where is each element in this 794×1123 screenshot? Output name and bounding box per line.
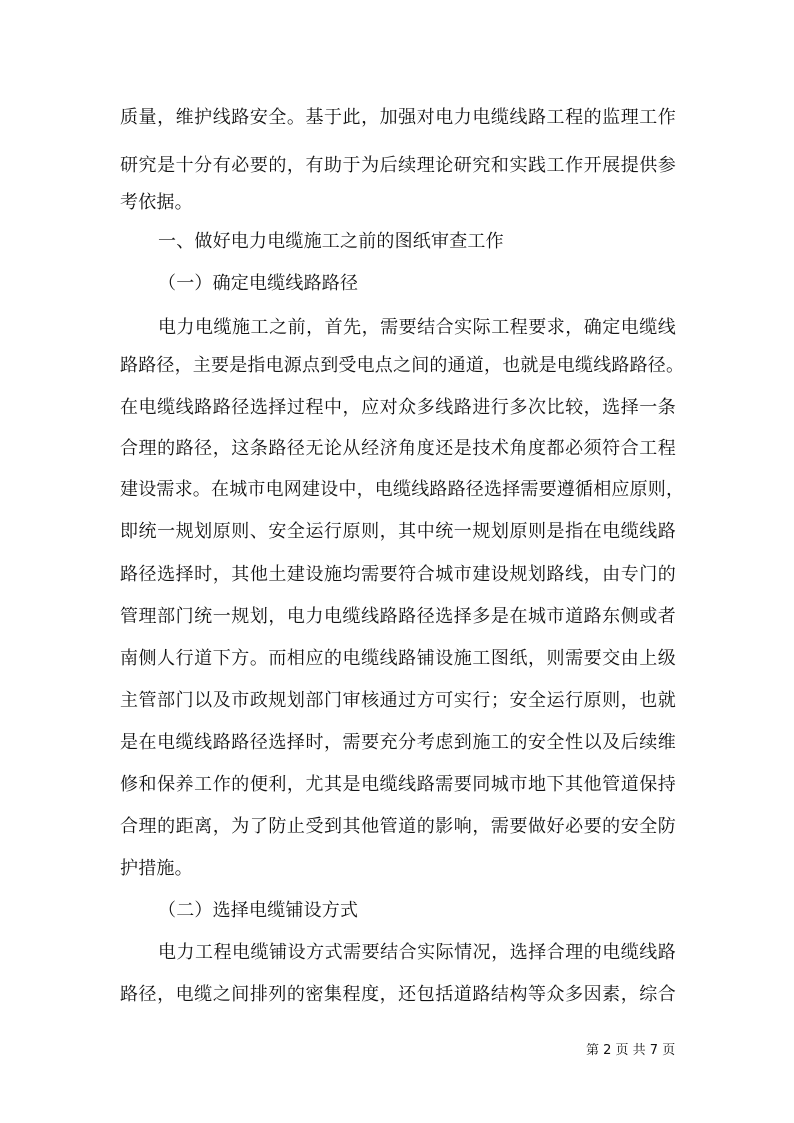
- body-text-line: 在电缆线路路径选择过程中，应对众多线路进行多次比较，选择一条: [120, 397, 676, 418]
- body-text-line: 合理的距离，为了防止受到其他管道的影响，需要做好必要的安全防: [120, 816, 676, 837]
- body-text-line: 护措施。: [120, 858, 193, 879]
- body-text-line: 修和保养工作的便利，尤其是电缆线路需要同城市地下其他管道保持: [120, 774, 676, 795]
- body-text-line: 南侧人行道下方。而相应的电缆线路铺设施工图纸，则需要交由上级: [120, 648, 676, 669]
- subsection-heading: （一）确定电缆线路路径: [158, 273, 359, 294]
- section-heading: 一、做好电力电缆施工之前的图纸审查工作: [158, 231, 504, 252]
- body-text-line: 研究是十分有必要的，有助于为后续理论研究和实践工作开展提供参: [120, 155, 676, 176]
- body-text-line: 电力电缆施工之前，首先，需要结合实际工程要求，确定电缆线: [158, 317, 676, 338]
- body-text-line: 主管部门以及市政规划部门审核通过方可实行；安全运行原则，也就: [120, 690, 676, 711]
- body-text-line: 即统一规划原则、安全运行原则，其中统一规划原则是指在电缆线路: [120, 521, 676, 542]
- body-text-line: 电力工程电缆铺设方式需要结合实际情况，选择合理的电缆线路: [158, 942, 676, 963]
- body-text-line: 是在电缆线路路径选择时，需要充分考虑到施工的安全性以及后续维: [120, 732, 676, 753]
- body-text-line: 合理的路径，这条路径无论从经济角度还是技术角度都必须符合工程: [120, 438, 676, 459]
- body-text-line: 路径，电缆之间排列的密集程度，还包括道路结构等众多因素，综合: [120, 984, 676, 1005]
- subsection-heading: （二）选择电缆铺设方式: [158, 900, 359, 921]
- body-text-line: 管理部门统一规划，电力电缆线路路径选择多是在城市道路东侧或者: [120, 606, 676, 627]
- body-text-line: 路路径，主要是指电源点到受电点之间的通道，也就是电缆线路路径。: [120, 355, 685, 376]
- body-text-line: 建设需求。在城市电网建设中，电缆线路路径选择需要遵循相应原则，: [120, 479, 685, 500]
- page-number: 第 2 页 共 7 页: [586, 1043, 676, 1058]
- body-text-line: 考依据。: [120, 192, 193, 213]
- body-text-line: 路径选择时，其他土建设施均需要符合城市建设规划路线，由专门的: [120, 564, 676, 585]
- body-text-line: 质量，维护线路安全。基于此，加强对电力电缆线路工程的监理工作: [120, 107, 676, 128]
